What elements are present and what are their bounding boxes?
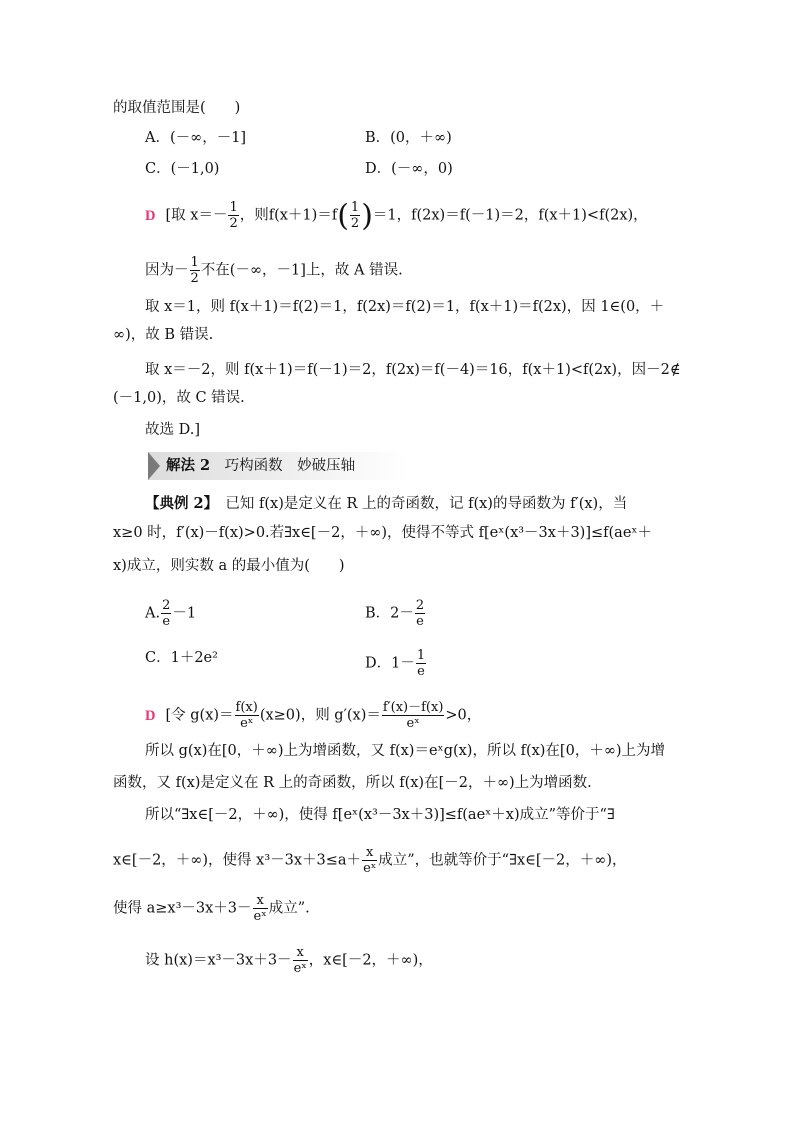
option-d: D．1－ $\frac{1}{e}$ xyxy=(365,648,426,679)
solution-line-2: 因为－ $\frac{1}{2}$ 不在(－∞，－1]上，故 A 错误. xyxy=(145,255,403,286)
option-d: D．(－∞，0) xyxy=(365,161,453,177)
section-label: 解法 2 xyxy=(166,457,211,474)
option-b: B．2－ $\frac{2}{e}$ xyxy=(365,598,425,629)
fraction-half: $\frac{1}{2}$ xyxy=(190,255,199,286)
solution-line-4: 所以“∃x∈[－2，＋∞)，使得 f[eˣ(x³－3x＋3)]≤f(aeˣ＋x)成立”等价于“∃ xyxy=(145,807,615,823)
example-line-1: 【典例 2】 已知 f(x)是定义在 R 上的奇函数，记 f(x)的导函数为 f′(x)，当 xyxy=(145,495,628,512)
solution-line-3b: ∞)，故 B 错误. xyxy=(113,327,214,343)
solution-line-5: x∈[－2，＋∞)，使得 x³－3x＋3≤a＋ $\frac{x}{\text{eˣ}}$ 成立”，也就等价于“∃x∈[－2，＋∞)， xyxy=(113,845,627,876)
fraction-half: $\frac{1}{2}$ xyxy=(350,200,360,231)
option-b: B．(0，＋∞) xyxy=(365,130,452,146)
solution-line-3: 取 x＝1，则 f(x＋1)＝f(2)＝1，f(2x)＝f(2)＝1，f(x＋1)＝f(2x)，因 1∈(0，＋ xyxy=(145,299,665,315)
option-a: A．(－∞，－1] xyxy=(145,130,247,146)
answer-letter: D xyxy=(145,207,156,224)
solution-line-7: 设 h(x)＝x³－3x＋3－ $\frac{x}{\text{eˣ}}$ ，x∈[－2，＋∞)， xyxy=(145,945,433,976)
solution-line-3: 函数，又 f(x)是定义在 R 上的奇函数，所以 f(x)在[－2，＋∞)上为增函数. xyxy=(113,775,592,791)
solution-line-5: 故选 D.] xyxy=(145,422,200,438)
solution-line-2: 所以 g(x)在[0，＋∞)上为增函数，又 f(x)＝eˣg(x)，所以 f(x)在[0，＋∞)上为增 xyxy=(145,743,666,759)
example-line-3: x)成立，则实数 a 的最小值为( ) xyxy=(113,558,345,574)
answer-letter: D xyxy=(145,707,156,724)
example-tag: 【典例 2】 xyxy=(145,495,211,512)
option-a: A. $\frac{2}{e}$ －1 xyxy=(145,598,197,629)
triangle-marker-icon xyxy=(148,452,160,480)
section-title: 巧构函数 妙破压轴 xyxy=(224,458,356,474)
section-header xyxy=(148,452,408,480)
solution-line-1: D [取 x＝－ $\frac{1}{2}$ ，则f(x＋1)＝f( $\frac{1}{2}$ )＝1，f(2x)＝f(－1)＝2，f(x＋1)<f(2x)， xyxy=(145,198,648,234)
question-stem-tail: 的取值范围是( ) xyxy=(113,100,241,116)
solution-line-1: D [令 g(x)＝ $\frac{f(x)}{\text{eˣ}}$ (x≥0)，则 g′(x)＝ $\frac{f'(x)-f(x)}{\text{eˣ}}$ >0， xyxy=(145,700,482,731)
solution-line-6: 使得 a≥x³－3x＋3－ $\frac{x}{\text{eˣ}}$ 成立”. xyxy=(113,893,310,924)
option-c: C．1＋2e² xyxy=(145,650,218,666)
solution-line-4b: (－1,0)，故 C 错误. xyxy=(113,390,245,406)
solution-line-4: 取 x＝－2，则 f(x＋1)＝f(－1)＝2，f(2x)＝f(－4)＝16，f(x＋1)<f(2x)，因－2∉ xyxy=(145,362,681,378)
option-c: C．(－1,0) xyxy=(145,161,220,177)
fraction-half: $\frac{1}{2}$ xyxy=(229,200,238,231)
example-line-2: x≥0 时，f′(x)－f(x)>0.若∃x∈[－2，＋∞)，使得不等式 f[eˣ(x³－3x＋3)]≤f(aeˣ＋ xyxy=(113,525,653,541)
